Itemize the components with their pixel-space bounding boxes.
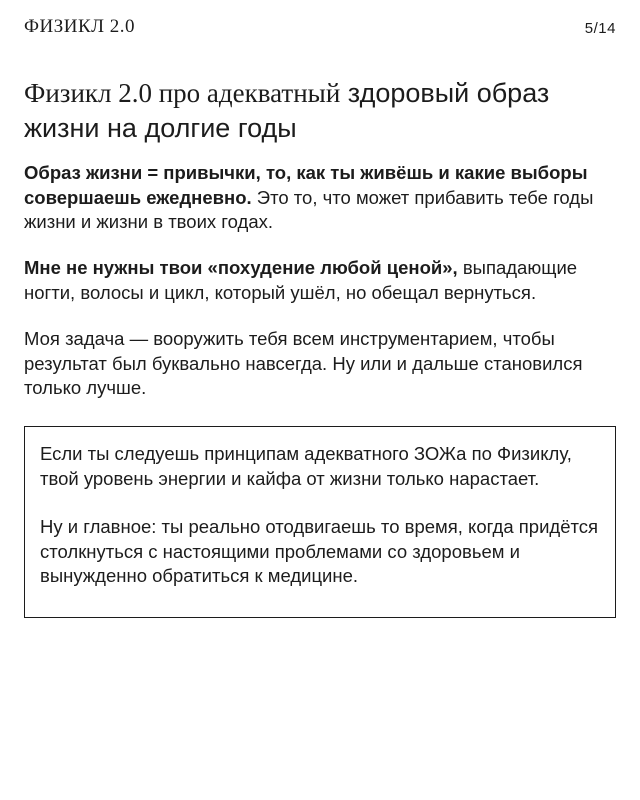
page-title: [24, 76, 616, 146]
paragraph-no-weightloss-text: выпадающие ногти, волосы и цикл, который ушёл, но обещал вернуться.: [24, 257, 578, 303]
brand-logo: ФИЗИКЛ 2.0: [24, 16, 136, 37]
paragraph-lifestyle: [24, 161, 620, 235]
callout-box: [24, 426, 616, 618]
paragraph-no-weightloss: [24, 256, 620, 305]
paragraph-mission: Моя задача — вооружить тебя всем инструментарием, чтобы результат был буквально навсегда. Ну или и дальше становился только лучше.: [24, 328, 583, 398]
paragraph-lifestyle-text: Это то, что может прибавить тебе годы жизни и жизни в твоих годах.: [24, 186, 594, 232]
paragraph-no-weightloss-bold: Мне не нужны твои «похудение любой ценой»,: [24, 257, 458, 278]
title-sans-part: здоровый образ жизни на долгие годы: [24, 78, 550, 143]
page-counter: 5/14: [584, 20, 616, 37]
callout-paragraph-energy: Если ты следуешь принципам адекватного ЗОЖа по Физиклу, твой уровень энергии и кайфа от жизни только нарастает.: [40, 443, 572, 489]
paragraph-lifestyle-bold: Образ жизни = привычки, то, как ты живёшь и какие выборы совершаешь ежедневно.: [24, 162, 588, 208]
title-serif-part: Физикл 2.0 про адекватный: [24, 78, 341, 108]
callout-paragraph-main: Ну и главное: ты реально отодвигаешь то время, когда придётся столкнуться с настоящими проблемами со здоровьем и вынужденно обратиться к медицине.: [40, 516, 599, 586]
